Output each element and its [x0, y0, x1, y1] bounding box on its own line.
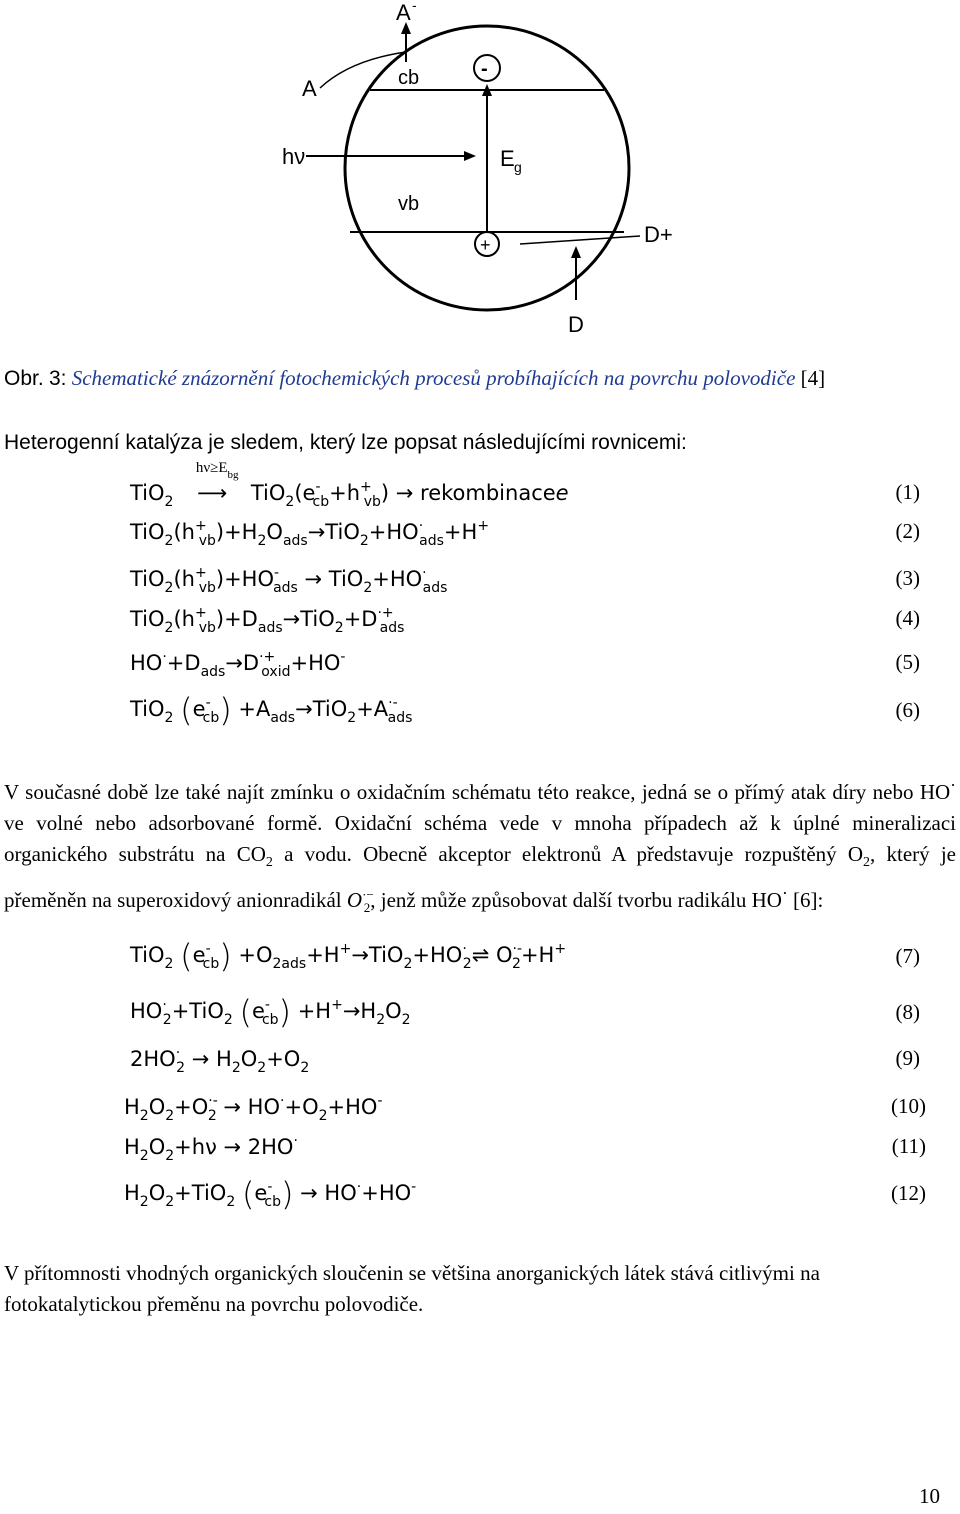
p1-part2: ve volné nebo adsorbované formě. Oxidační schéma vede v mnoha případech až k úplné mineralizaci organického substrátu na CO: [4, 811, 956, 866]
p1-radical-sub: 2: [363, 900, 371, 916]
equation-1-number: (1): [895, 480, 920, 504]
p1-co-sub: 2: [265, 855, 273, 871]
d-curve: [520, 236, 640, 244]
equation-9: $2HO^\cdot_2 \to H_2O_2+O_2$: [130, 1045, 310, 1076]
equation-7: TiO$_2$ $(e^-_{cb})$ $+O_{2ads}+H^+\to TiO_2+HO^\cdot_2\rightleftharpoons$ $O^{\cdot-}_2+H^+$: [130, 937, 567, 975]
p1-radical: O: [346, 888, 363, 913]
equation-8-number: (8): [895, 1000, 920, 1024]
a-curve: [320, 52, 406, 88]
eq1-hv-label: hν≥E: [195, 460, 228, 476]
p1-part1: V současné době lze také najít zmínku o oxidačním schématu této reakce, jedná se o přímý atak díry nebo HO: [4, 780, 951, 804]
label-d: D: [568, 312, 584, 337]
caption-label: Obr.: [4, 367, 44, 390]
equation-4-number: (4): [895, 606, 920, 630]
equation-6: TiO$_2$ $(e^-_{cb}) +A_{ads}\to TiO_2+A^{\cdot-}_{ads}$: [130, 691, 413, 729]
equation-1: TiO$_2$ $h\nu\ge E_{bg}$ ⟶ $TiO_2(e^-_{cb}+h^+_{vb})$ → rekombinacee: [130, 460, 569, 510]
label-a: A: [302, 76, 317, 101]
equation-10: $H_2O_2+O^{\cdot-}_2 \to HO^\cdot+O_2+HO^-$: [124, 1093, 383, 1124]
page-number: 10: [919, 1484, 940, 1508]
label-a-minus: A: [396, 0, 411, 25]
label-hv: hν: [282, 144, 306, 169]
label-eg-sub: g: [514, 159, 522, 175]
p1-dot: ·: [950, 775, 956, 795]
caption-text: Schematické znázornění fotochemických procesů probíhajících na povrchu polovodiče: [71, 366, 796, 390]
equation-5: $HO^\cdot+D_{ads}\to D^{\cdot+}_{oxid}+HO^-$: [130, 649, 346, 680]
equation-12: $H_2O_2+TiO_2$ $(e^-_{cb}) \to HO^\cdot+HO^-$: [124, 1175, 417, 1213]
p1-part6: [6]:: [787, 888, 824, 913]
equation-3: $TiO_2(h^+_{vb})+HO^-_{ads} \to TiO_2+HO^\cdot_{ads}$: [130, 565, 448, 596]
eq1-rekombinace: rekombinace: [420, 481, 556, 505]
equation-11-number: (11): [891, 1134, 926, 1158]
equation-5-number: (5): [895, 650, 920, 674]
semiconductor-diagram: [0, 0, 960, 340]
equation-8: $HO^\cdot_2+TiO_2$ $(e^-_{cb}) +H^+\to H_2O_2$: [130, 993, 411, 1031]
paragraph-2: V přítomnosti vhodných organických sloučenin se většina anorganických látek stává citlivými na fotokatalytickou přeměnu na povrchu polovodiče.: [4, 1261, 820, 1316]
p1-part4: , který je přeměněn na superoxidový anionradikál: [4, 842, 957, 913]
hole-plus: +: [480, 235, 491, 255]
p1-part3: a vodu. Obecně akceptor elektronů A představuje rozpuštěný O: [272, 842, 864, 866]
p1-dot2: ·: [781, 883, 788, 904]
caption-number: 3:: [48, 367, 67, 390]
eq1-bg-label: bg: [227, 469, 239, 481]
equation-9-number: (9): [895, 1046, 920, 1070]
figure-caption: [4, 366, 825, 391]
equation-2: $TiO_2(h^+_{vb})+H_2O_{ads}\to TiO_2+HO^\cdot_{ads}+H^+$: [130, 518, 490, 549]
p1-part5: , jenž může způsobovat další tvorbu radikálu HO: [370, 888, 782, 913]
label-cb: cb: [398, 67, 420, 89]
equation-6-number: (6): [895, 698, 920, 722]
equation-10-number: (10): [891, 1094, 926, 1118]
label-vb: vb: [398, 193, 420, 215]
intro-text: Heterogenní katalýza je sledem, který lze popsat následujícími rovnicemi:: [4, 431, 687, 454]
equation-4: $TiO_2(h^+_{vb})+D_{ads}\to TiO_2+D^{\cdot+}_{ads}$: [130, 605, 405, 636]
label-a-minus-sup: -: [412, 0, 417, 13]
equation-2-number: (2): [895, 519, 920, 543]
equation-12-number: (12): [891, 1181, 926, 1205]
equation-11: $H_2O_2+h\nu \to 2HO^\cdot$: [124, 1133, 298, 1164]
caption-ref: [4]: [800, 366, 826, 390]
p1-o-sub: 2: [863, 855, 871, 871]
electron-minus: -: [481, 58, 488, 80]
p1-radical-sup: ·−: [362, 887, 374, 903]
label-eg: E: [500, 146, 515, 171]
paragraph-1: [4, 770, 956, 923]
label-d-plus: D+: [644, 222, 673, 247]
equation-3-number: (3): [895, 566, 920, 590]
equation-7-number: (7): [895, 944, 920, 968]
